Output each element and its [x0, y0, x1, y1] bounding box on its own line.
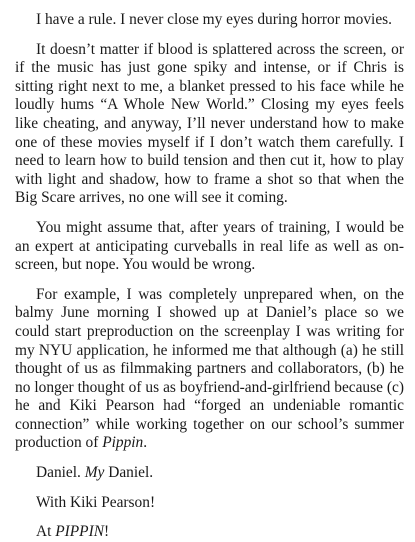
paragraph-5 — [15, 464, 404, 483]
text-run: At — [36, 523, 56, 541]
paragraph-7 — [15, 523, 404, 542]
text-run: ! — [103, 523, 110, 541]
text-run: Daniel. — [36, 464, 85, 482]
text-run: It doesn’t matter if blood is splattered across the screen, or if the music has just gone spiky and intense, or if Chris is sitting right next to me, a blanket pressed to his face while he loudly hums “A Whole New World.” Closing my eyes feels like cheating, and anyway, I’ll never understand how to make one of these movies myself if I don’t watch them carefully. I need to learn how to build tension and then cut it, how to play with light and shadow, how to frame a shot so that when the Big Scare arrives, no one will see it coming. — [15, 40, 404, 207]
italic-title: PIPPIN — [55, 523, 104, 541]
text-run: . — [143, 434, 148, 452]
paragraph-2 — [15, 41, 404, 208]
paragraph-6 — [15, 494, 404, 513]
text-run: I have a rule. I never close my eyes during horror movies. — [36, 11, 392, 28]
paragraph-4 — [15, 286, 404, 453]
text-run: With Kiki Pearson! — [36, 493, 156, 511]
text-run: Daniel. — [104, 464, 154, 482]
italic-title: Pippin — [102, 434, 144, 452]
paragraph-3 — [15, 219, 404, 275]
paragraph-1 — [15, 11, 404, 30]
text-run: For example, I was completely unprepared when, on the balmy June morning I showed up at Daniel’s place so we could start preproduction on the screenplay I was writing for my NYU application, he informed me that although (a) he still thought of us as filmmaking partners and collaborators, (b) he no longer thought of us as boyfriend-and-girlfriend because (c) he and Kiki Pearson had “forged an undeniable romantic connection” while working together on our school’s summer production of — [15, 285, 404, 452]
italic-emphasis: My — [84, 464, 105, 482]
text-run: You might assume that, after years of training, I would be an expert at anticipating curveballs in real life as well as on-screen, but nope. You would be wrong. — [15, 218, 404, 274]
